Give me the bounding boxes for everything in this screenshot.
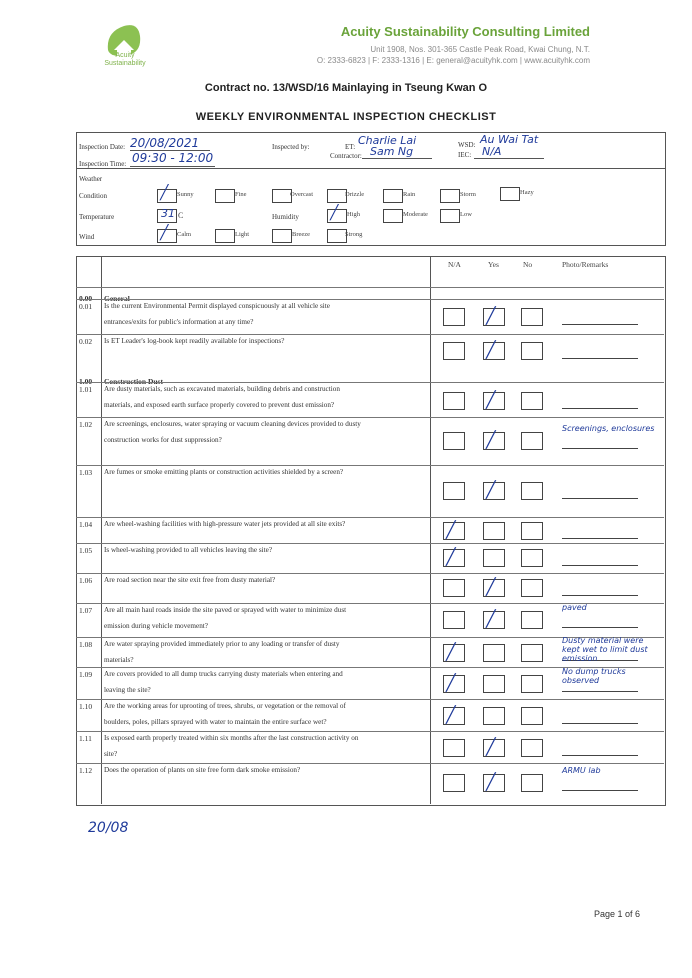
item-question: Are road section near the site exit free from dusty material? bbox=[104, 576, 276, 584]
checkbox-no[interactable] bbox=[521, 644, 543, 662]
item-remark[interactable]: paved bbox=[562, 603, 587, 612]
option-storm: Storm bbox=[460, 191, 476, 198]
item-question: Are water spraying provided immediately prior to any loading or transfer of dusty materials? bbox=[104, 640, 340, 664]
initial-handwriting: 20/08 bbox=[88, 820, 129, 836]
item-number: 0.02 bbox=[79, 337, 93, 346]
checkbox-no[interactable] bbox=[521, 739, 543, 757]
remark-line bbox=[562, 565, 638, 566]
option-breeze: Breeze bbox=[292, 231, 311, 238]
iec-label: IEC: bbox=[458, 151, 472, 159]
item-remark[interactable]: No dump trucks observed bbox=[562, 667, 626, 685]
checkbox-no[interactable] bbox=[521, 579, 543, 597]
checkbox-na[interactable] bbox=[443, 482, 465, 500]
remark-line bbox=[562, 723, 638, 724]
tick-mark-icon: ╱ bbox=[486, 390, 496, 409]
option-overcast: Overcast bbox=[290, 191, 314, 198]
option-fine: Fine bbox=[235, 191, 247, 198]
tick-mark-icon: ╱ bbox=[446, 520, 456, 539]
remark-line bbox=[562, 755, 638, 756]
tick-mark-icon: ╱ bbox=[486, 306, 496, 325]
remark-line bbox=[562, 691, 638, 692]
tick-mark-icon: ╱ bbox=[486, 430, 496, 449]
date-value[interactable]: 20/08/2021 bbox=[130, 136, 200, 150]
checkbox-na[interactable] bbox=[443, 774, 465, 792]
option-strong: Strong bbox=[345, 231, 363, 238]
item-question: Is exposed earth properly treated within six months after the last construction activity on site? bbox=[104, 734, 359, 758]
item-number: 1.03 bbox=[79, 468, 93, 477]
temperature-value: 31 bbox=[161, 207, 175, 220]
col-na: N/A bbox=[448, 260, 461, 269]
item-question: Is ET Leader's log-book kept readily available for inspections? bbox=[104, 337, 285, 345]
tick-mark-icon: ╱ bbox=[486, 772, 496, 791]
checkbox-rain[interactable] bbox=[383, 189, 403, 203]
option-sunny: Sunny bbox=[177, 191, 194, 198]
item-number: 0.01 bbox=[79, 302, 93, 311]
item-number: 1.05 bbox=[79, 546, 93, 555]
et-label: ET: bbox=[345, 143, 356, 151]
item-number: 1.02 bbox=[79, 420, 93, 429]
checkbox-no[interactable] bbox=[521, 342, 543, 360]
tick-mark-icon: ╱ bbox=[446, 673, 456, 692]
logo-text: Acuity Sustainability bbox=[104, 52, 146, 67]
col-no: No bbox=[523, 260, 533, 269]
contractor-label: Contractor: bbox=[330, 152, 362, 160]
item-question: Are screenings, enclosures, water spraying or vacuum cleaning devices provided to dusty construction works for dust suppression? bbox=[104, 420, 361, 444]
item-question: Are fumes or smoke emitting plants or construction activities shielded by a screen? bbox=[104, 468, 344, 476]
item-number: 1.07 bbox=[79, 606, 93, 615]
remark-line bbox=[562, 358, 638, 359]
tick-mark-icon: ╱ bbox=[486, 577, 496, 596]
inspected-by-label: Inspected by: bbox=[272, 143, 310, 151]
remark-line bbox=[562, 408, 638, 409]
option-drizzle: Drizzle bbox=[345, 191, 365, 198]
col-remarks: Photo/Remarks bbox=[562, 260, 609, 269]
item-number: 1.04 bbox=[79, 520, 93, 529]
remark-line bbox=[562, 498, 638, 499]
tick-mark-icon: ╱ bbox=[446, 642, 456, 661]
checkbox-breeze[interactable] bbox=[272, 229, 292, 243]
item-remark[interactable]: Screenings, enclosures bbox=[562, 424, 655, 433]
remark-line bbox=[562, 595, 638, 596]
remark-line bbox=[562, 448, 638, 449]
checkbox-drizzle[interactable] bbox=[327, 189, 347, 203]
checkbox-no[interactable] bbox=[521, 308, 543, 326]
option-high: High bbox=[347, 211, 360, 218]
remark-line bbox=[562, 627, 638, 628]
item-question: Are all main haul roads inside the site paved or sprayed with water to minimize dust emission during vehicle movement? bbox=[104, 606, 347, 630]
tick-mark-icon: ╱ bbox=[486, 340, 496, 359]
item-number: 1.01 bbox=[79, 385, 93, 394]
checkbox-yes[interactable] bbox=[483, 644, 505, 662]
checkbox-overcast[interactable] bbox=[272, 189, 292, 203]
item-number: 1.09 bbox=[79, 670, 93, 679]
checkbox-strong[interactable] bbox=[327, 229, 347, 243]
humidity-label: Humidity bbox=[272, 213, 299, 221]
iec-value[interactable]: N/A bbox=[482, 145, 502, 158]
temperature-unit: C bbox=[178, 211, 184, 220]
tick-mark-icon: ╱ bbox=[486, 480, 496, 499]
item-question: Are wheel-washing facilities with high-pressure water jets provided at all site exits? bbox=[104, 520, 346, 528]
option-calm: Calm bbox=[177, 231, 192, 238]
weather-condition-label: Weather Condition bbox=[79, 175, 108, 200]
checkbox-no[interactable] bbox=[521, 549, 543, 567]
checkbox-na[interactable] bbox=[443, 432, 465, 450]
checkbox-na[interactable] bbox=[443, 579, 465, 597]
checkbox-na[interactable] bbox=[443, 392, 465, 410]
checkbox-moderate[interactable] bbox=[383, 209, 403, 223]
checkbox-no[interactable] bbox=[521, 611, 543, 629]
checkbox-no[interactable] bbox=[521, 432, 543, 450]
checkbox-yes[interactable] bbox=[483, 549, 505, 567]
checklist-title: WEEKLY ENVIRONMENTAL INSPECTION CHECKLIST bbox=[195, 111, 497, 123]
item-question: Does the operation of plants on site free form dark smoke emission? bbox=[104, 766, 301, 774]
checkbox-no[interactable] bbox=[521, 482, 543, 500]
checkbox-no[interactable] bbox=[521, 522, 543, 540]
temperature-label: Temperature bbox=[79, 213, 115, 221]
checkbox-yes[interactable] bbox=[483, 522, 505, 540]
checkbox-hazy[interactable] bbox=[500, 187, 520, 201]
checkbox-no[interactable] bbox=[521, 675, 543, 693]
company-contact: O: 2333-6823 | F: 2333-1316 | E: general@acuityhk.com | www.acuityhk.com bbox=[316, 56, 590, 65]
checkbox-na[interactable] bbox=[443, 342, 465, 360]
item-remark[interactable]: Dusty material were kept wet to limit dust emission bbox=[562, 636, 648, 663]
option-light: Light bbox=[235, 231, 250, 238]
time-value[interactable]: 09:30 - 12:00 bbox=[132, 151, 214, 165]
remark-line bbox=[562, 790, 638, 791]
item-question: Is the current Environmental Permit displayed conspicuously at all vehicle site entrances/exits for public's information at any time? bbox=[104, 302, 330, 326]
item-number: 1.06 bbox=[79, 576, 93, 585]
item-remark[interactable]: ARMU lab bbox=[562, 766, 601, 775]
col-yes: Yes bbox=[488, 260, 499, 269]
checkbox-low[interactable] bbox=[440, 209, 460, 223]
item-question: Is wheel-washing provided to all vehicles leaving the site? bbox=[104, 546, 273, 554]
item-number: 1.08 bbox=[79, 640, 93, 649]
checkbox-na[interactable] bbox=[443, 739, 465, 757]
item-question: Are dusty materials, such as excavated materials, building debris and construction materials, and exposed earth surface properly covered to prevent dust emission? bbox=[104, 385, 340, 409]
contract-title: Contract no. 13/WSD/16 Mainlaying in Tseung Kwan O bbox=[204, 82, 488, 94]
company-address: Unit 1908, Nos. 301-365 Castle Peak Road, Kwai Chung, N.T. bbox=[370, 45, 590, 54]
checkbox-no[interactable] bbox=[521, 392, 543, 410]
wsd-label: WSD: bbox=[458, 141, 476, 149]
checkbox-na[interactable] bbox=[443, 308, 465, 326]
checkbox-no[interactable] bbox=[521, 707, 543, 725]
option-moderate: Moderate bbox=[403, 211, 428, 218]
option-low: Low bbox=[460, 211, 472, 218]
item-number: 1.10 bbox=[79, 702, 93, 711]
date-label: Inspection Date: bbox=[79, 143, 126, 151]
tick-mark-icon: ╱ bbox=[486, 609, 496, 628]
checkbox-storm[interactable] bbox=[440, 189, 460, 203]
contractor-value[interactable]: Sam Ng bbox=[370, 145, 414, 158]
remark-line bbox=[562, 324, 638, 325]
checkbox-na[interactable] bbox=[443, 611, 465, 629]
checkbox-fine[interactable] bbox=[215, 189, 235, 203]
item-question: Are the working areas for uprooting of trees, shrubs, or vegetation or the removal of boulders, poles, pillars sprayed with water to maintain the entire surface wet? bbox=[104, 702, 346, 726]
item-number: 1.11 bbox=[79, 734, 92, 743]
wind-label: Wind bbox=[79, 233, 95, 241]
tick-mark-icon: ╱ bbox=[486, 737, 496, 756]
page-number: Page 1 of 6 bbox=[594, 909, 641, 919]
checkbox-light[interactable] bbox=[215, 229, 235, 243]
option-rain: Rain bbox=[403, 191, 416, 198]
tick-mark-icon: ╱ bbox=[446, 705, 456, 724]
checkbox-yes[interactable] bbox=[483, 707, 505, 725]
tick-mark-icon: ╱ bbox=[446, 547, 456, 566]
checkbox-no[interactable] bbox=[521, 774, 543, 792]
option-hazy: Hazy bbox=[520, 189, 534, 196]
remark-line bbox=[562, 538, 638, 539]
time-label: Inspection Time: bbox=[79, 160, 127, 168]
company-name: Acuity Sustainability Consulting Limited bbox=[340, 24, 590, 39]
wsd-value[interactable]: Au Wai Tat bbox=[480, 133, 539, 146]
et-value[interactable]: Charlie Lai bbox=[358, 134, 417, 147]
item-question: Are covers provided to all dump trucks carrying dusty materials when entering and leaving the site? bbox=[104, 670, 343, 694]
checkbox-yes[interactable] bbox=[483, 675, 505, 693]
item-number: 1.12 bbox=[79, 766, 93, 775]
